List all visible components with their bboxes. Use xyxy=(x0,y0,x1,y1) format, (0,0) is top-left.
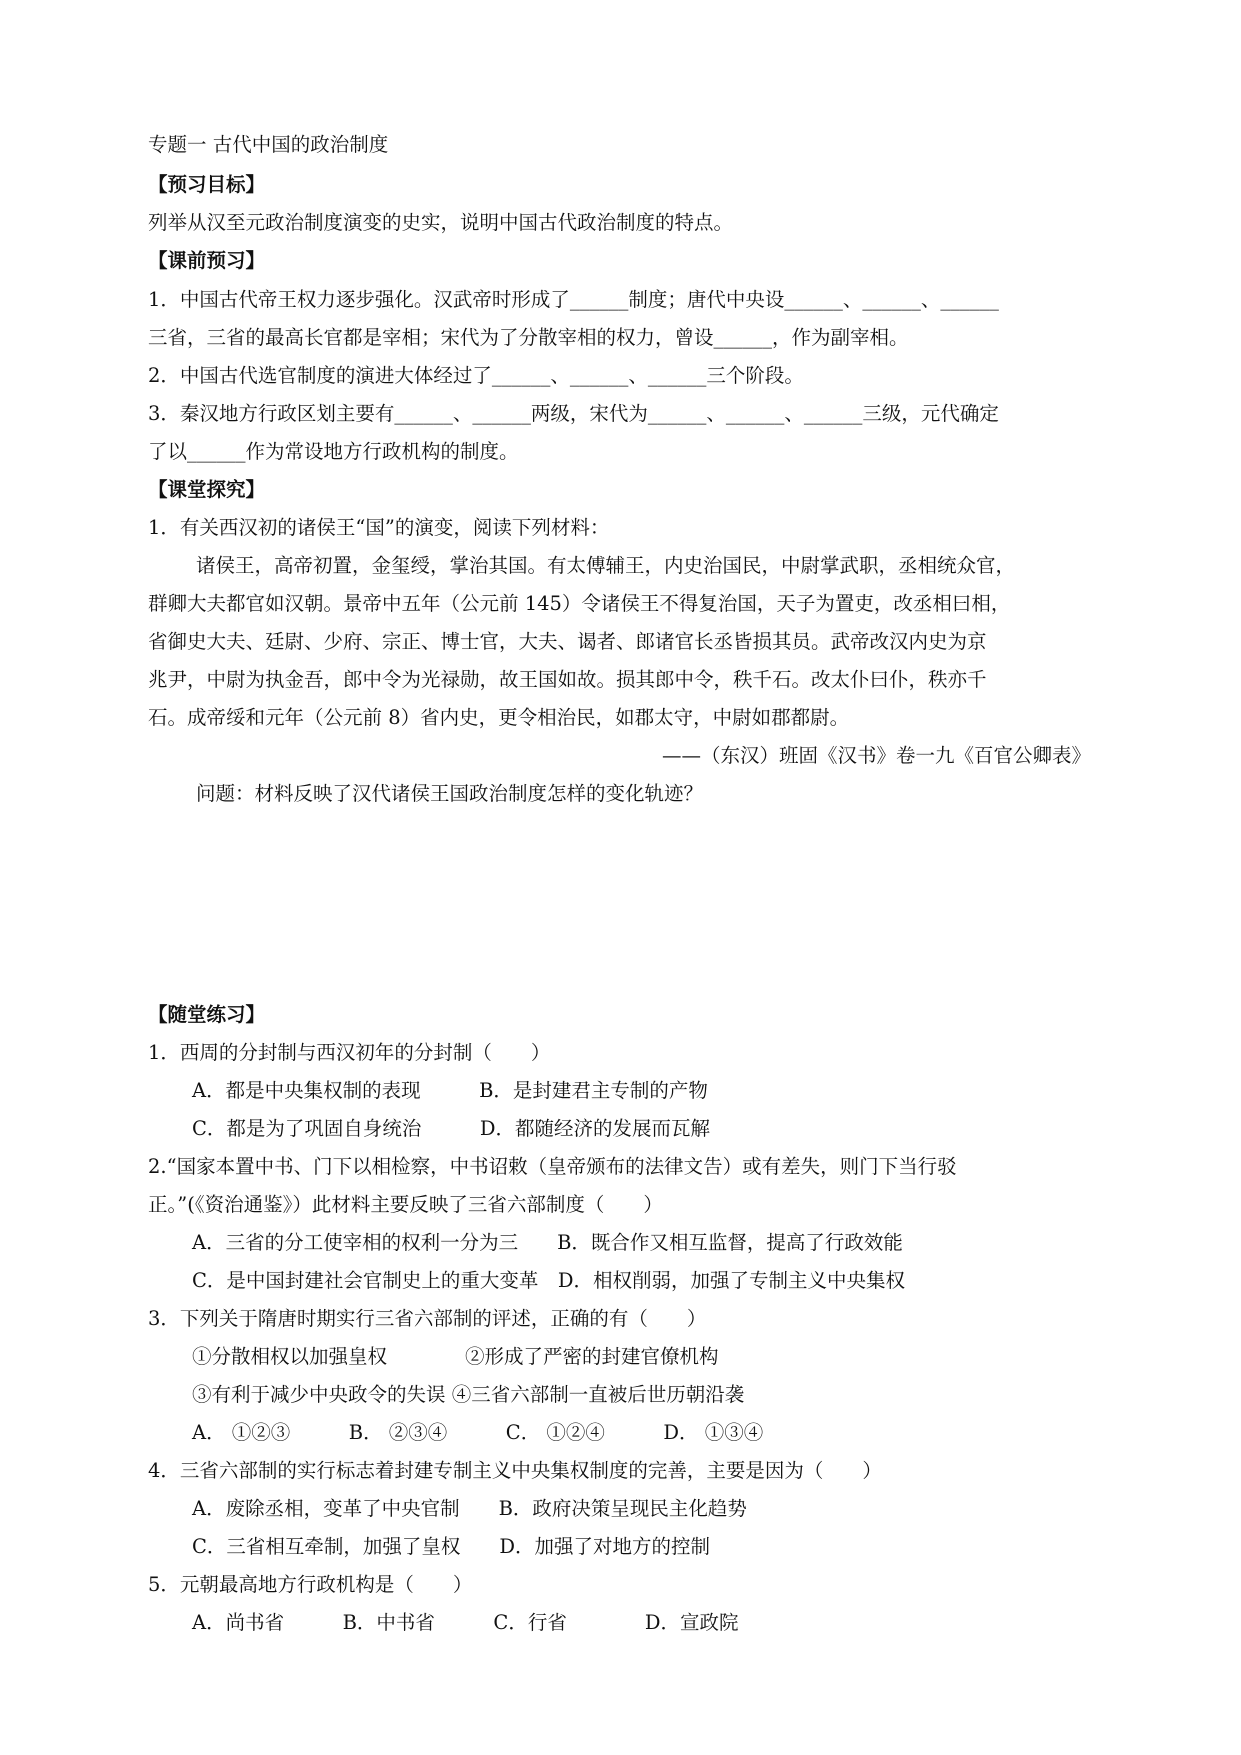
pre-class-line: 1．中国古代帝王权力逐步强化。汉武帝时形成了______制度；唐代中央设______、______、______ xyxy=(148,288,999,311)
practice-option: C．三省相互牵制，加强了皇权 D．加强了对地方的控制 xyxy=(192,1535,711,1558)
preview-goal-heading: 【预习目标】 xyxy=(148,173,266,196)
practice-option: A．废除丞相，变革了中央官制 B．政府决策呈现民主化趋势 xyxy=(192,1497,747,1520)
practice-option: ①分散相权以加强皇权 ②形成了严密的封建官僚机构 xyxy=(192,1345,719,1368)
practice-option: A．三省的分工使宰相的权利一分为三 B．既合作又相互监督，提高了行政效能 xyxy=(192,1231,903,1254)
page-title: 专题一 古代中国的政治制度 xyxy=(148,133,389,156)
practice-option: A． ①②③ B． ②③④ C． ①②④ D． ①③④ xyxy=(192,1421,764,1444)
practice-option: A．尚书省 B．中书省 C．行省 D．宣政院 xyxy=(192,1611,739,1634)
practice-option: C．都是为了巩固自身统治 D．都随经济的发展而瓦解 xyxy=(192,1117,711,1140)
preview-goal-text: 列举从汉至元政治制度演变的史实，说明中国古代政治制度的特点。 xyxy=(148,211,734,234)
pre-class-heading: 【课前预习】 xyxy=(148,249,266,272)
material-line: 石。成帝绥和元年（公元前 8）省内史，更令相治民，如郡太守，中尉如郡都尉。 xyxy=(148,706,850,729)
practice-option: A．都是中央集权制的表现 B．是封建君主专制的产物 xyxy=(192,1079,708,1102)
practice-heading: 【随堂练习】 xyxy=(148,1003,266,1026)
inquiry-question-1: 1．有关西汉初的诸侯王“国”的演变，阅读下列材料： xyxy=(148,516,610,539)
practice-line: 2.“国家本置中书、门下以相检察，中书诏敕（皇帝颁布的法律文告）或有差失，则门下当行驳 xyxy=(148,1155,957,1178)
practice-line: 1．西周的分封制与西汉初年的分封制（ ） xyxy=(148,1041,551,1064)
practice-line: 5．元朝最高地方行政机构是（ ） xyxy=(148,1573,473,1596)
practice-line: 4．三省六部制的实行标志着封建专制主义中央集权制度的完善，主要是因为（ ） xyxy=(148,1459,882,1482)
pre-class-line: 了以______作为常设地方行政机构的制度。 xyxy=(148,440,519,463)
pre-class-line: 三省，三省的最高长官都是宰相；宋代为了分散宰相的权力，曾设______，作为副宰相。 xyxy=(148,326,909,349)
practice-line: 3．下列关于隋唐时期实行三省六部制的评述，正确的有（ ） xyxy=(148,1307,707,1330)
material-line: 诸侯王，高帝初置，金玺绶，掌治其国。有太傅辅王，内史治国民，中尉掌武职，丞相统众官， xyxy=(196,554,1016,577)
inquiry-prompt: 问题：材料反映了汉代诸侯王国政治制度怎样的变化轨迹？ xyxy=(196,782,704,805)
material-line: 兆尹，中尉为执金吾，郎中令为光禄勋，故王国如故。损其郎中令，秩千石。改太仆曰仆，秩亦千 xyxy=(148,668,987,691)
practice-option: ③有利于减少中央政令的失误 ④三省六部制一直被后世历朝沿袭 xyxy=(192,1383,745,1406)
material-line: 群卿大夫都官如汉朝。景帝中五年（公元前 145）令诸侯王不得复治国，天子为置吏，改丞相曰相， xyxy=(148,592,1011,615)
material-line: 省御史大夫、廷尉、少府、宗正、博士官，大夫、谒者、郎诸官长丞皆损其员。武帝改汉内史为京 xyxy=(148,630,987,653)
practice-line: 正。”(《资治通鉴》）此材料主要反映了三省六部制度（ ） xyxy=(148,1193,663,1216)
practice-option: C．是中国封建社会官制史上的重大变革 D．相权削弱，加强了专制主义中央集权 xyxy=(192,1269,906,1292)
material-source: ——（东汉）班固《汉书》卷一九《百官公卿表》 xyxy=(661,744,1091,767)
pre-class-line: 2．中国古代选官制度的演进大体经过了______、______、______三个阶段。 xyxy=(148,364,804,387)
inquiry-heading: 【课堂探究】 xyxy=(148,478,266,501)
pre-class-line: 3．秦汉地方行政区划主要有______、______两级，宋代为______、______、______三级，元代确定 xyxy=(148,402,999,425)
